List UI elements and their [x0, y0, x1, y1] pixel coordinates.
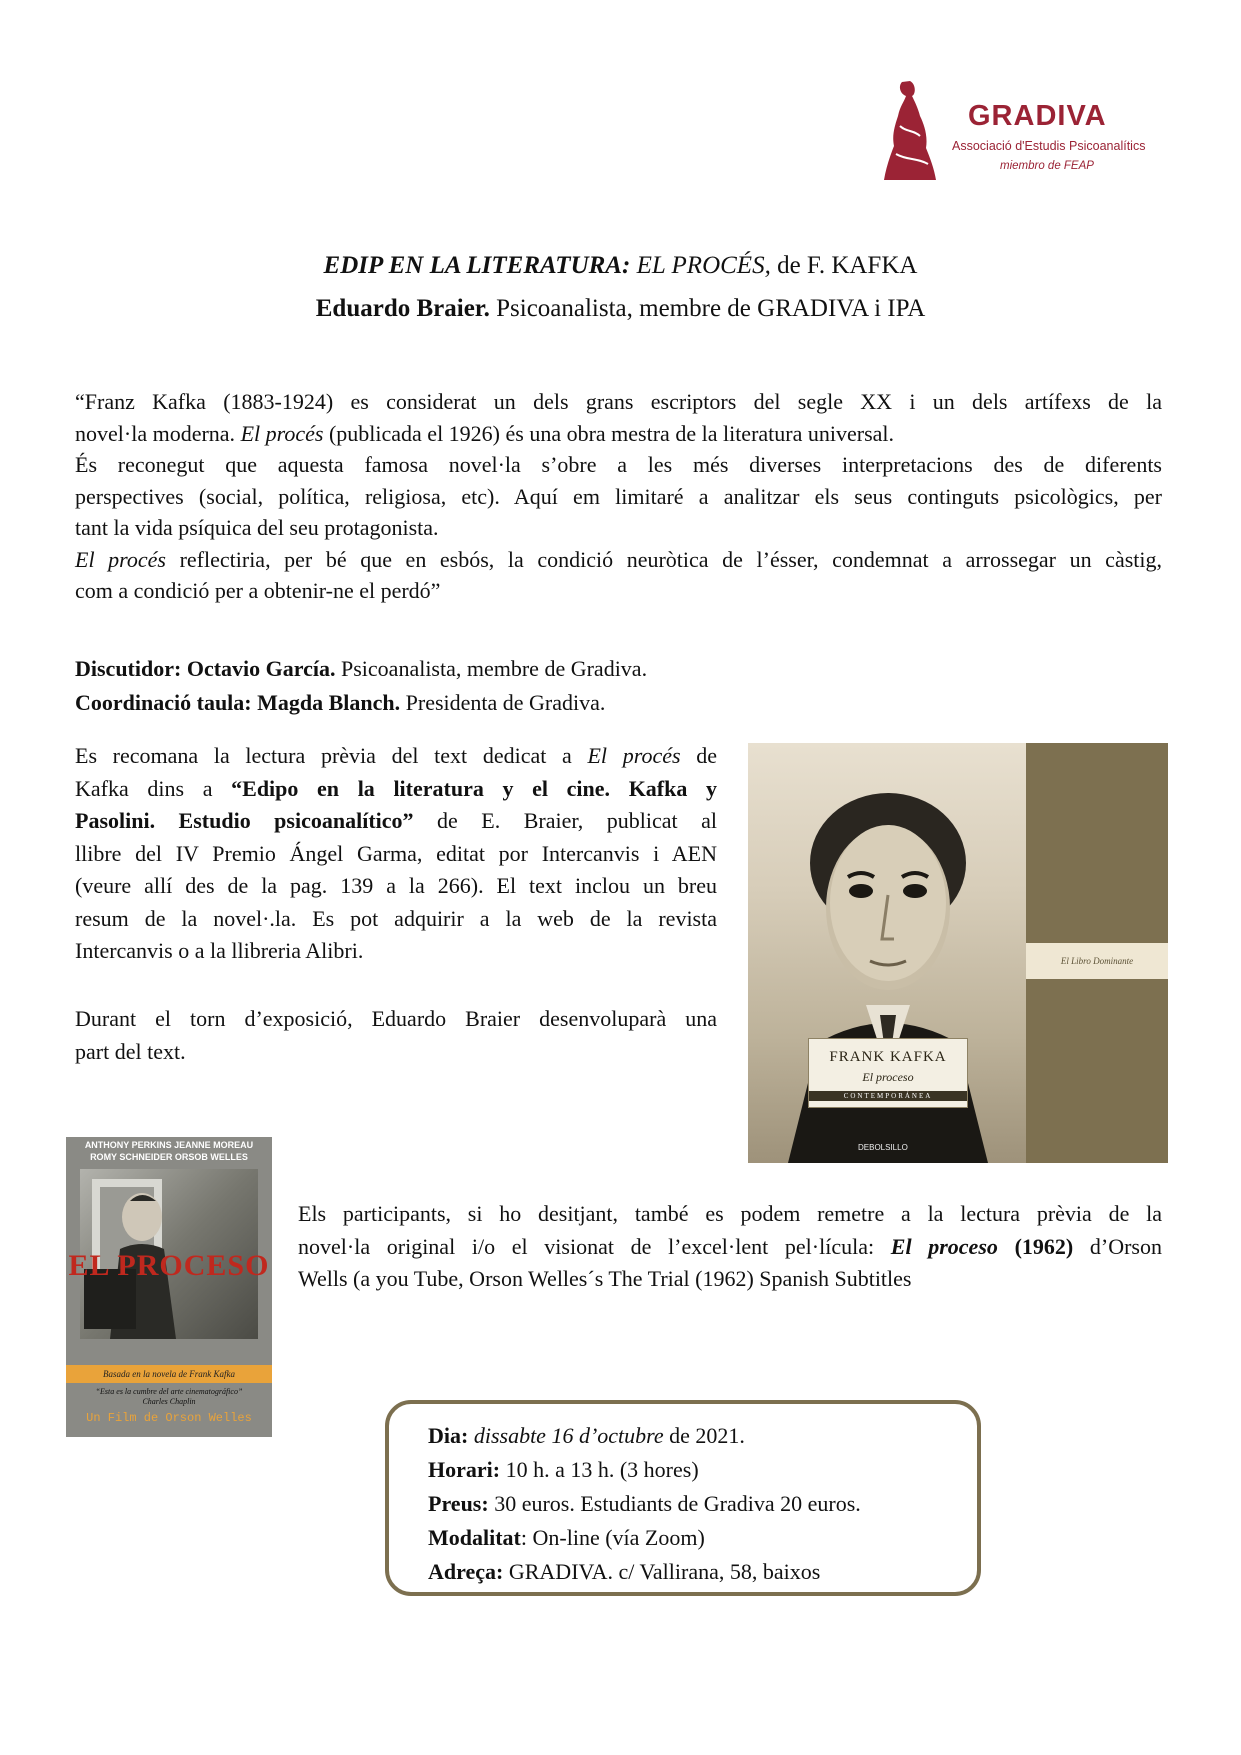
participants-note	[298, 1198, 1162, 1296]
intro-line: com a condició per a obtenir-ne el perdó”	[75, 578, 441, 603]
exposition-note	[75, 1003, 717, 1068]
participants-line: novel·la original i/o el visionat de l’excel·lent pel·lícula: El proceso (1962) d’Orson	[298, 1233, 1162, 1259]
cover-series: CONTEMPORÁNEA	[809, 1091, 967, 1101]
speaker-line	[0, 295, 1241, 323]
logo-subtitle: Associació d'Estudis Psicoanalítics	[952, 139, 1146, 153]
statue-figure-icon	[880, 76, 942, 184]
coordinator-line: Coordinació taula: Magda Blanch. Presidenta de Gradiva.	[75, 690, 606, 715]
poster-title: EL PROCESO	[68, 1249, 270, 1282]
durant-line: Durant el torn d’exposició, Eduardo Braier desenvoluparà una	[75, 1006, 717, 1031]
gradiva-logo	[880, 76, 1180, 186]
reco-line: Pasolini. Estudio psicoanalítico” de E. Braier, publicat al	[75, 808, 717, 833]
participants-line: Wells (a you Tube, Orson Welles´s The Trial (1962) Spanish Subtitles	[298, 1266, 912, 1291]
credits	[75, 652, 775, 720]
poster-film-by: Un Film de Orson Welles	[86, 1411, 252, 1425]
info-time: Horari: 10 h. a 13 h. (3 hores)	[428, 1457, 699, 1482]
page-title	[0, 252, 1241, 280]
info-price: Preus: 30 euros. Estudiants de Gradiva 20 euros.	[428, 1491, 861, 1516]
info-address: Adreça: GRADIVA. c/ Vallirana, 58, baixos	[428, 1559, 821, 1584]
info-mode: Modalitat: On-line (vía Zoom)	[428, 1525, 705, 1550]
cover-author: FRANK KAFKA	[829, 1049, 947, 1065]
event-info-box	[385, 1400, 981, 1596]
cover-publisher: DEBOLSILLO	[858, 1143, 908, 1152]
title-work: EL PROCÉS,	[636, 252, 771, 279]
speaker-name: Eduardo Braier.	[315, 295, 490, 322]
cover-band: El Libro Dominante	[1026, 943, 1168, 979]
reco-line: Intercanvis o a la llibreria Alibri.	[75, 938, 364, 963]
reco-line: llibre del IV Premio Ángel Garma, editat por Intercanvis i AEN	[75, 840, 717, 866]
poster-quote: “Esta es la cumbre del arte cinematográfico” Charles Chaplin	[95, 1387, 243, 1406]
reco-line: Es recomana la lectura prèvia del text dedicat a El procés de	[75, 743, 718, 768]
cover-work: El proceso	[862, 1070, 914, 1084]
intro-line: novel·la moderna. El procés (publicada el 1926) és una obra mestra de la literatura universal.	[75, 420, 895, 446]
poster-based-on: Basada en la novela de Frank Kafka	[66, 1365, 272, 1383]
intro-line: És reconegut que aquesta famosa novel·la s’obre a les més diverses interpretacions des de diferents	[75, 452, 1162, 477]
title-italic: EDIP EN LA LITERATURA:	[323, 252, 631, 279]
title-author: de F. KAFKA	[777, 252, 918, 279]
logo-membership: miembro de FEAP	[1000, 160, 1094, 172]
intro-line: tant la vida psíquica del seu protagonista.	[75, 515, 439, 540]
cover-title-plaque	[808, 1038, 968, 1108]
participants-line: Els participants, si ho desitjant, també es podem remetre a la lectura prèvia de la	[298, 1201, 1162, 1226]
intro-quote	[75, 386, 1162, 607]
intro-line: perspectives (social, política, religiosa, etc). Aquí em limitaré a analitzar els seus continguts psicològics, per	[75, 483, 1162, 509]
durant-line: part del text.	[75, 1038, 186, 1064]
info-day: Dia: dissabte 16 d’octubre de 2021.	[428, 1423, 745, 1448]
reco-line: (veure allí des de la pag. 139 a la 266). El text inclou un breu	[75, 873, 717, 898]
intro-line: El procés reflectiria, per bé que en esbós, la condició neuròtica de l’ésser, condemnat a arrossegar un càstig,	[75, 546, 1162, 572]
poster-cast: ANTHONY PERKINS JEANNE MOREAU ROMY SCHNEIDER ORSOB WELLES	[84, 1140, 254, 1162]
reading-recommendation	[75, 740, 717, 968]
film-poster	[66, 1137, 272, 1437]
discussant-line: Discutidor: Octavio García. Psicoanalista, membre de Gradiva.	[75, 656, 648, 681]
logo-title: GRADIVA	[968, 100, 1107, 132]
reco-line: resum de la novel·.la. Es pot adquirir a la web de la revista	[75, 905, 717, 931]
intro-line: “Franz Kafka (1883-1924) es considerat un dels grans escriptors del segle XX i un dels artífexs de la	[75, 389, 1162, 414]
reco-line: Kafka dins a “Edipo en la literatura y el cine. Kafka y	[75, 775, 718, 801]
speaker-role: Psicoanalista, membre de GRADIVA i IPA	[496, 295, 926, 322]
kafka-book-cover	[748, 743, 1168, 1163]
